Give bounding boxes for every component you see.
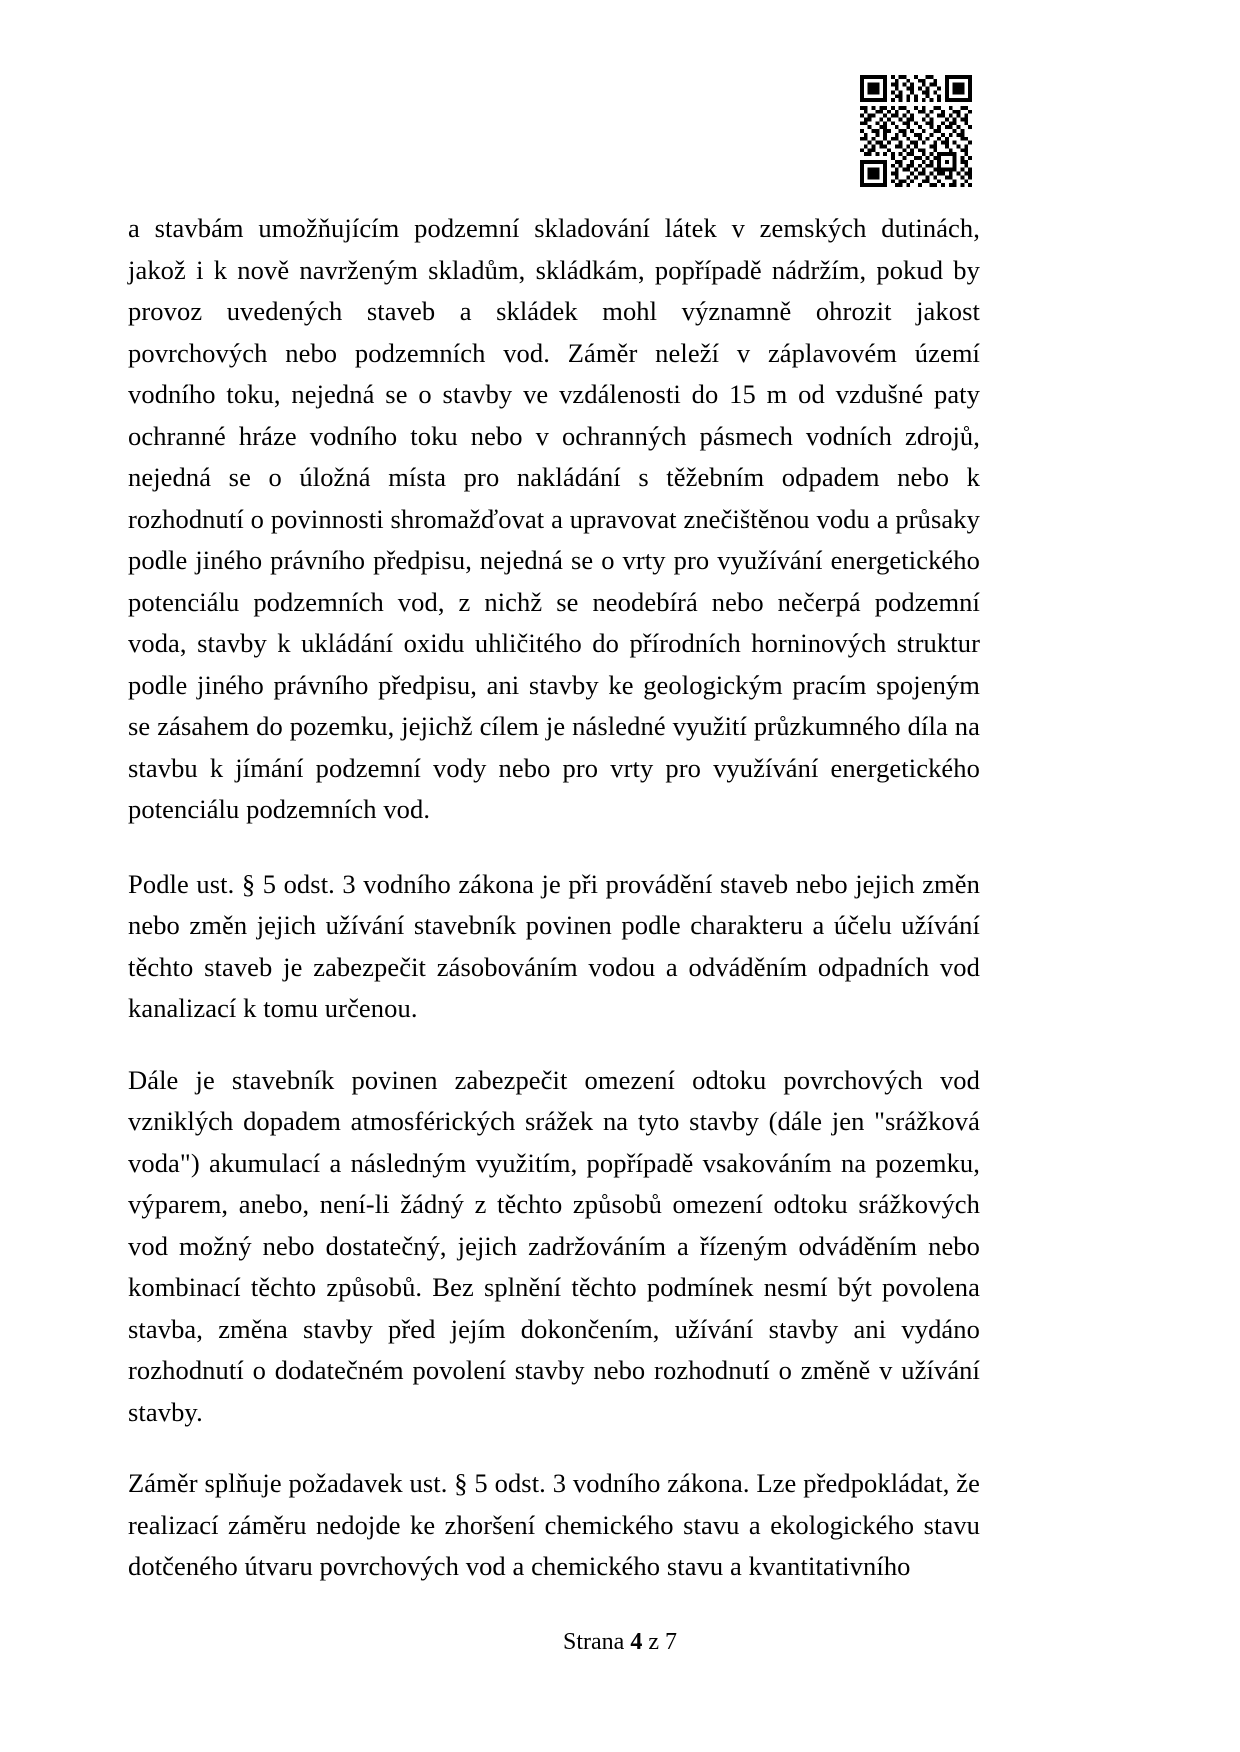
footer-page-number: 4 <box>630 1629 643 1655</box>
qr-code-svg <box>860 75 972 187</box>
paragraph-4: Záměr splňuje požadavek ust. § 5 odst. 3 vodního zákona. Lze předpokládat, že realizací záměru nedojde ke zhoršení chemického stavu a ekologického stavu dotčeného útvaru povrchových vod a chemického stavu a kvantitativního <box>128 1468 980 1581</box>
footer-page-separator: z <box>648 1629 659 1655</box>
document-body <box>128 208 980 1588</box>
page-footer <box>0 1627 1240 1657</box>
footer-page-label: Strana <box>563 1629 625 1655</box>
paragraph-3: Dále je stavebník povinen zabezpečit omezení odtoku povrchových vod vzniklých dopadem atmosférických srážek na tyto stavby (dále jen "srážková voda") akumulací a následným využitím, popřípadě vsakováním na pozemku, výparem, anebo, není-li žádný z těchto způsobů omezení odtoku srážkových vod možný nebo dostatečný, jejich zadržováním a řízeným odváděním nebo kombinací těchto způsobů. Bez splnění těchto podmínek nesmí být povolena stavba, změna stavby před jejím dokončením, užívání stavby ani vydáno rozhodnutí o dodatečném povolení stavby nebo rozhodnutí o změně v užívání stavby. <box>128 1064 980 1427</box>
paragraph-1: a stavbám umožňujícím podzemní skladování látek v zemských dutinách, jakož i k nově navrženým skladům, skládkám, popřípadě nádržím, pokud by provoz uvedených staveb a skládek mohl významně ohrozit jakost povrchových nebo podzemních vod. Záměr neleží v záplavovém území vodního toku, nejedná se o stavby ve vzdálenosti do 15 m od vzdušné paty ochranné hráze vodního toku nebo v ochranných pásmech vodních zdrojů, nejedná se o úložná místa pro nakládání s těžebním odpadem nebo k rozhodnutí o povinnosti shromažďovat a upravovat znečištěnou vodu a průsaky podle jiného právního předpisu, nejedná se o vrty pro využívání energetického potenciálu podzemních vod, z nichž se neodebírá nebo nečerpá podzemní voda, stavby k ukládání oxidu uhličitého do přírodních horninových struktur podle jiného právního předpisu, ani stavby ke geologickým pracím spojeným se zásahem do pozemku, jejichž cílem je následné využití průzkumného díla na stavbu k jímání podzemní vody nebo pro vrty pro využívání energetického potenciálu podzemních vod. <box>128 213 980 824</box>
qr-code-icon <box>860 75 972 187</box>
footer-page-total: 7 <box>664 1629 677 1655</box>
paragraph-2: Podle ust. § 5 odst. 3 vodního zákona je při provádění staveb nebo jejich změn nebo změn jejich užívání stavebník povinen podle charakteru a účelu užívání těchto staveb je zabezpečit zásobováním vodou a odváděním odpadních vod kanalizací k tomu určenou. <box>128 868 980 1023</box>
